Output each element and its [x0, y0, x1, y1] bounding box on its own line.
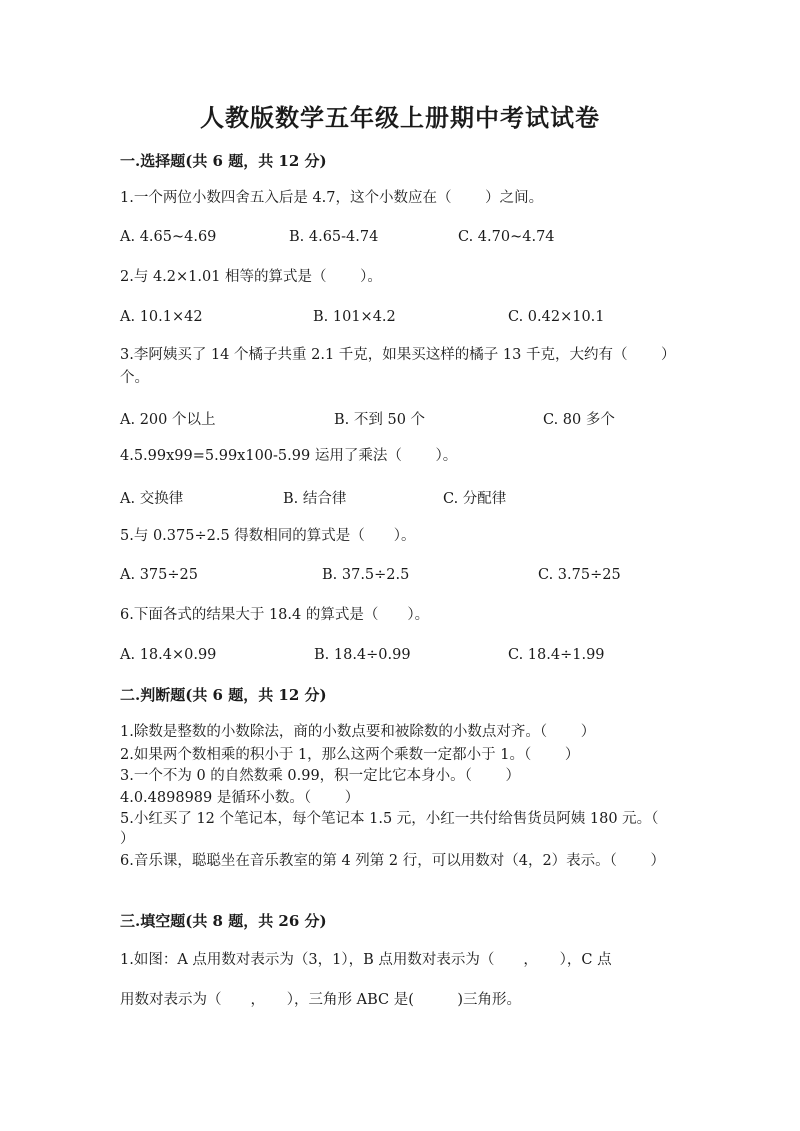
question-4-option-c: C. 分配律 — [443, 491, 507, 507]
question-2: 2.与 4.2×1.01 相等的算式是（ ）。 — [120, 269, 382, 285]
fill-in-question-1-line-2: 用数对表示为（ ， ），三角形 ABC 是( )三角形。 — [120, 992, 522, 1008]
question-4-option-a: A. 交换律 — [120, 491, 184, 507]
question-5-option-b: B. 37.5÷2.5 — [322, 567, 410, 583]
question-1-option-a: A. 4.65~4.69 — [120, 229, 217, 245]
page-title: 人教版数学五年级上册期中考试试卷 — [200, 103, 600, 132]
question-6-option-b: B. 18.4÷0.99 — [314, 647, 411, 663]
question-2-option-a: A. 10.1×42 — [120, 309, 203, 325]
question-3: 3.李阿姨买了 14 个橘子共重 2.1 千克，如果买这样的橘子 13 千克，大约有（ ）个。 — [120, 347, 676, 386]
question-5: 5.与 0.375÷2.5 得数相同的算式是（ ）。 — [120, 528, 416, 544]
question-6-option-c: C. 18.4÷1.99 — [508, 647, 605, 663]
question-5-option-a: A. 375÷25 — [120, 567, 198, 583]
true-false-item: 1.除数是整数的小数除法，商的小数点要和被除数的小数点对齐。（ ） — [120, 724, 596, 740]
true-false-item: 2.如果两个数相乘的积小于 1，那么这两个乘数一定都小于 1。（ ） — [120, 747, 580, 763]
section-heading-multiple-choice: 一.选择题(共 6 题，共 12 分) — [120, 152, 327, 170]
question-2-option-c: C. 0.42×10.1 — [508, 309, 605, 325]
question-3-option-a: A. 200 个以上 — [120, 412, 216, 428]
question-5-option-c: C. 3.75÷25 — [538, 567, 621, 583]
question-1-option-b: B. 4.65-4.74 — [289, 229, 379, 245]
question-4-option-b: B. 结合律 — [283, 491, 347, 507]
true-false-item: 3.一个不为 0 的自然数乘 0.99，积一定比它本身小。（ ） — [120, 768, 521, 784]
question-2-option-b: B. 101×4.2 — [313, 309, 396, 325]
question-4: 4.5.99x99=5.99x100-5.99 运用了乘法（ ）。 — [120, 448, 458, 464]
true-false-item: 4.0.4898989 是循环小数。（ ） — [120, 790, 360, 806]
section-heading-true-false: 二.判断题(共 6 题，共 12 分) — [120, 686, 327, 704]
question-6: 6.下面各式的结果大于 18.4 的算式是（ ）。 — [120, 607, 430, 623]
question-1: 1.一个两位小数四舍五入后是 4.7，这个小数应在（ ）之间。 — [120, 190, 544, 206]
question-6-option-a: A. 18.4×0.99 — [120, 647, 217, 663]
question-3-option-c: C. 80 多个 — [543, 412, 615, 428]
true-false-item: 6.音乐课，聪聪坐在音乐教室的第 4 列第 2 行，可以用数对（4，2）表示。（ ） — [120, 853, 666, 869]
fill-in-question-1-line-1: 1.如图：A 点用数对表示为（3，1），B 点用数对表示为（ ， ），C 点 — [120, 952, 612, 968]
true-false-item: 5.小红买了 12 个笔记本，每个笔记本 1.5 元，小红一共付给售货员阿姨 180 元。（ ） — [120, 811, 693, 847]
question-1-option-c: C. 4.70~4.74 — [458, 229, 555, 245]
section-heading-fill-in: 三.填空题(共 8 题，共 26 分) — [120, 912, 327, 930]
question-3-option-b: B. 不到 50 个 — [334, 412, 426, 428]
